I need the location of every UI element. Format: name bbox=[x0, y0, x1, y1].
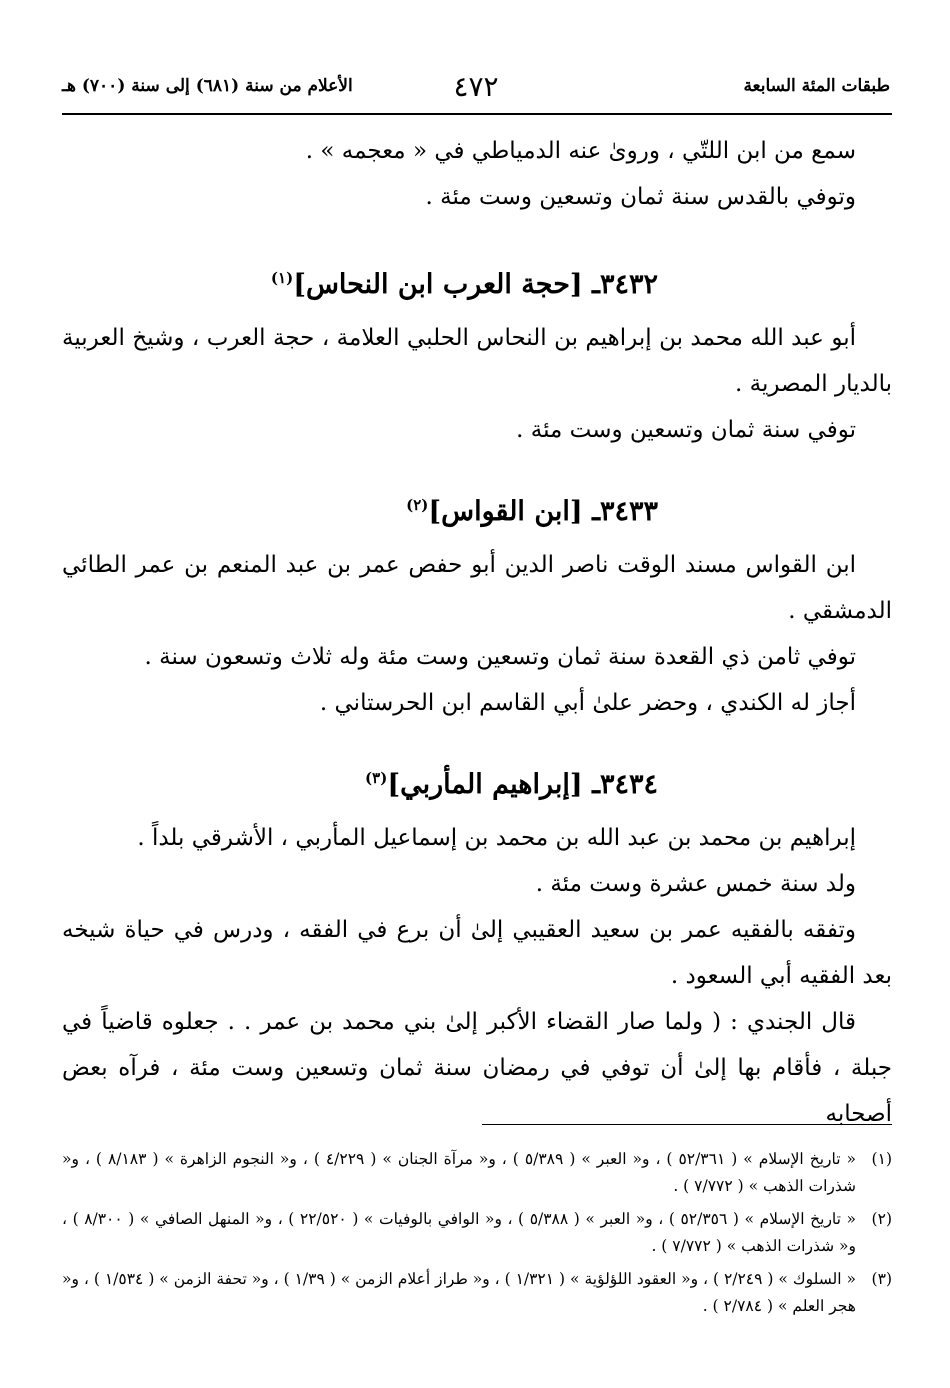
entry-paragraph: أبو عبد الله محمد بن إبراهيم بن النحاس الحلبي العلامة ، حجة العرب ، وشيخ العربية بالديار المصرية . bbox=[62, 325, 892, 397]
main-text bbox=[62, 128, 892, 1137]
footnote-number: (٣) bbox=[871, 1270, 892, 1288]
footnote bbox=[62, 1266, 892, 1320]
entry-paragraph: أجاز له الكندي ، وحضر علىٰ أبي القاسم ابن الحرستاني . bbox=[319, 690, 856, 716]
footnote-number: (٢) bbox=[871, 1210, 892, 1228]
entry-title: ٣٤٣٢ـ [حجة العرب ابن النحاس]$^{(١)}$ bbox=[270, 269, 658, 300]
header-year-range: الأعلام من سنة (٦٨١) إلى سنة (٧٠٠) هـ bbox=[62, 76, 353, 96]
entry-paragraph: ولد سنة خمس عشرة وست مئة . bbox=[535, 871, 856, 897]
entry-title: ٣٤٣٣ـ [ابن القواس]$^{(٢)}$ bbox=[406, 496, 658, 527]
entry-paragraph: إبراهيم بن محمد بن عبد الله بن محمد بن إسماعيل المأربي ، الأشرقي بلداً . bbox=[137, 825, 856, 851]
entry-paragraph: توفي ثامن ذي القعدة سنة ثمان وتسعين وست مئة وله ثلاث وتسعون سنة . bbox=[144, 644, 856, 670]
footnote-text: « تاريخ الإسلام » ( ٥٢/٣٦١ ) ، و« العبر » ( ٥/٣٨٩ ) ، و« مرآة الجنان » ( ٤/٢٢٩ ) ، و« النجوم الزاهرة » ( ٨/١٨٣ ) ، و« شذرات الذهب » ( ٧/٧٧٢ ) . bbox=[62, 1150, 856, 1195]
footnotes bbox=[62, 1146, 892, 1326]
running-header bbox=[62, 70, 890, 114]
entry-paragraph: توفي سنة ثمان وتسعين وست مئة . bbox=[516, 417, 856, 443]
intro-paragraph: وتوفي بالقدس سنة ثمان وتسعين وست مئة . bbox=[425, 184, 856, 210]
footnote bbox=[62, 1206, 892, 1260]
header-rule bbox=[62, 113, 892, 115]
footnote-number: (١) bbox=[871, 1150, 892, 1168]
entry-paragraph: قال الجندي : ( ولما صار القضاء الأكبر إلىٰ بني محمد بن عمر . . جعلوه قاضياً في جبلة ، فأقام بها إلىٰ أن توفي في رمضان سنة ثمان وتسعين وست مئة ، فرآه بعض أصحابه bbox=[62, 1009, 892, 1127]
footnote-text: « السلوك » ( ٢/٢٤٩ ) ، و« العقود اللؤلؤية » ( ١/٣٢١ ) ، و« طراز أعلام الزمن » ( ١/٣٩ ) ، و« تحفة الزمن » ( ١/٥٣٤ ) ، و« هجر العلم » ( ٢/٧٨٤ ) . bbox=[62, 1270, 857, 1315]
footnote-marker: (٣) bbox=[365, 769, 388, 787]
footnote-text: « تاريخ الإسلام » ( ٥٢/٣٥٦ ) ، و« العبر » ( ٥/٣٨٨ ) ، و« الوافي بالوفيات » ( ٢٢/٥٢٠ ) ، و« المنهل الصافي » ( ٨/٣٠٠ ) ، و« شذرات الذهب » ( ٧/٧٧٢ ) . bbox=[62, 1210, 857, 1255]
entry-paragraph: ابن القواس مسند الوقت ناصر الدين أبو حفص عمر بن عبد المنعم بن عمر الطائي الدمشقي . bbox=[62, 552, 892, 624]
entry-paragraph: وتفقه بالفقيه عمر بن سعيد العقيبي إلىٰ أن برع في الفقه ، ودرس في حياة شيخه بعد الفقيه أبي السعود . bbox=[62, 917, 892, 989]
intro-paragraph: سمع من ابن اللتّي ، وروىٰ عنه الدمياطي في « معجمه » . bbox=[305, 138, 856, 164]
entry-title: ٣٤٣٤ـ [إبراهيم المأربي]$^{(٣)}$ bbox=[365, 769, 658, 800]
footnote-separator bbox=[482, 1124, 892, 1125]
footnote-marker: (٢) bbox=[406, 496, 429, 514]
page-number: ٤٧٢ bbox=[453, 70, 499, 103]
footnote bbox=[62, 1146, 892, 1200]
header-section-title: طبقات المئة السابعة bbox=[743, 76, 890, 96]
footnote-marker: (١) bbox=[270, 269, 294, 287]
